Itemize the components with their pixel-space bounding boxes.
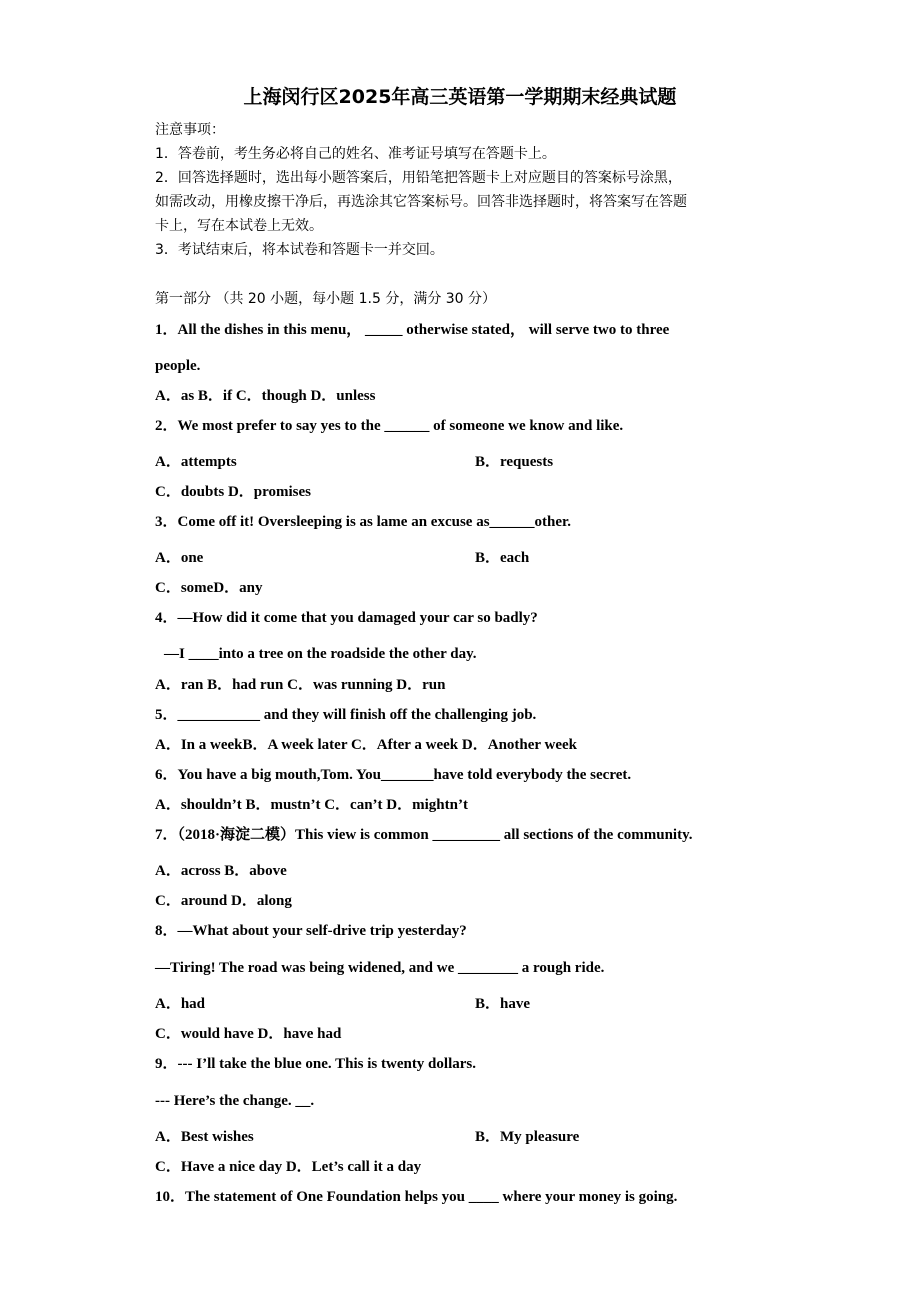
question-8-option-a: A．had (155, 996, 206, 1012)
question-7-options-ab: A．across B．above (155, 863, 287, 879)
question-4-stem: 4．—How did it come that you damaged your car so badly? (155, 610, 538, 626)
question-2-stem: 2．We most prefer to say yes to the ______ of someone we know and like. (155, 418, 624, 434)
notice-line: 卡上，写在本试卷上无效。 (155, 218, 323, 234)
question-5-options: A．In a weekB．A week later C．After a week D．Another week (155, 737, 578, 753)
notice-line: 如需改动，用橡皮擦干净后，再选涂其它答案标号。回答非选择题时，将答案写在答题 (155, 194, 687, 210)
question-9-options-cd: C．Have a nice day D．Let’s call it a day (155, 1159, 422, 1175)
section-heading: 第一部分 （共 20 小题，每小题 1.5 分，满分 30 分） (155, 291, 497, 307)
question-3-options-cd: C．someD．any (155, 580, 263, 596)
question-3-option-b: B．each (475, 550, 530, 566)
question-7-stem: 7．（2018·海淀二模）This view is common _________ all sections of the community. (155, 827, 693, 843)
question-8-options-cd: C．would have D．have had (155, 1026, 342, 1042)
question-3-stem: 3．Come off it! Oversleeping is as lame an excuse as______other. (155, 514, 572, 530)
page-title: 上海闵行区2025年高三英语第一学期期末经典试题 (243, 86, 677, 108)
notice-heading: 注意事项： (155, 122, 225, 138)
question-4-options: A．ran B．had run C．was running D．run (155, 677, 446, 693)
question-1-options: A．as B．if C．though D．unless (155, 388, 376, 404)
question-8-option-b: B．have (475, 996, 531, 1012)
question-5-stem: 5．___________ and they will finish off the challenging job. (155, 707, 537, 723)
question-9-option-b: B．My pleasure (475, 1129, 580, 1145)
question-10-stem: 10．The statement of One Foundation helps you ____ where your money is going. (155, 1189, 678, 1205)
question-9-stem-cont: --- Here’s the change. __. (155, 1093, 315, 1109)
question-4-stem-cont: —I ____into a tree on the roadside the other day. (164, 646, 477, 662)
notice-line: 1．答卷前，考生务必将自己的姓名、准考证号填写在答题卡上。 (155, 146, 556, 162)
question-6-stem: 6．You have a big mouth,Tom. You_______have told everybody the secret. (155, 767, 632, 783)
question-2-option-b: B．requests (475, 454, 554, 470)
question-1-stem: 1．All the dishes in this menu， _____ otherwise stated， will serve two to three (155, 322, 670, 338)
question-9-option-a: A．Best wishes (155, 1129, 254, 1145)
notice-line: 3．考试结束后，将本试卷和答题卡一并交回。 (155, 242, 444, 258)
question-8-stem: 8．—What about your self-drive trip yesterday? (155, 923, 467, 939)
question-3-option-a: A．one (155, 550, 204, 566)
question-1-stem-cont: people. (155, 358, 201, 374)
question-8-stem-cont: —Tiring! The road was being widened, and we ________ a rough ride. (155, 960, 605, 976)
question-7-options-cd: C．around D．along (155, 893, 292, 909)
question-2-options-cd: C．doubts D．promises (155, 484, 311, 500)
notice-line: 2．回答选择题时，选出每小题答案后，用铅笔把答题卡上对应题目的答案标号涂黑， (155, 170, 682, 186)
question-2-option-a: A．attempts (155, 454, 237, 470)
question-6-options: A．shouldn’t B．mustn’t C．can’t D．mightn’t (155, 797, 468, 813)
question-9-stem: 9．--- I’ll take the blue one. This is twenty dollars. (155, 1056, 476, 1072)
